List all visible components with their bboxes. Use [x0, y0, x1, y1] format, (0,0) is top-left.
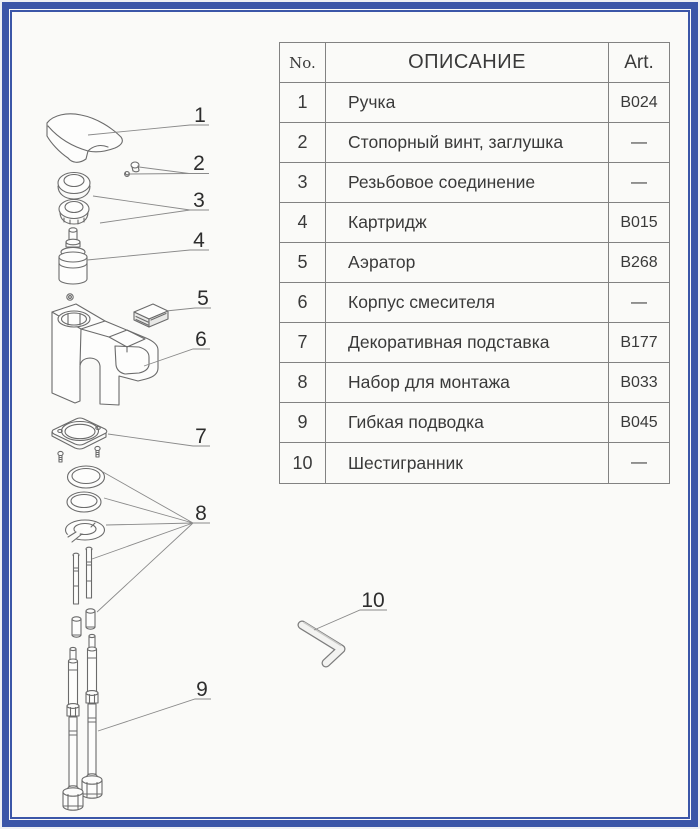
row-4-desc: Картридж — [326, 203, 609, 243]
row-4-no: 4 — [280, 203, 326, 243]
hex-key-part — [302, 623, 341, 664]
aerator-part — [134, 304, 168, 327]
row-7-desc: Декоративная подставка — [326, 323, 609, 363]
col-header-art: Art. — [609, 43, 669, 83]
mounting-nuts — [72, 609, 95, 637]
row-8-desc: Набор для монтажа — [326, 363, 609, 403]
callout-2: 2 — [193, 152, 205, 175]
row-9-desc: Гибкая подводка — [326, 403, 609, 443]
row-10-art: — — [631, 454, 647, 471]
row-5-desc: Аэратор — [326, 243, 609, 283]
callout-4: 4 — [193, 229, 205, 252]
row-6-art: — — [609, 283, 669, 323]
row-8-art: B033 — [609, 363, 669, 403]
callout-6: 6 — [195, 328, 207, 351]
cartridge-part — [59, 228, 87, 284]
row-7-no: 7 — [280, 323, 326, 363]
callout-7: 7 — [195, 425, 207, 448]
callout-5: 5 — [197, 287, 209, 310]
row-1-desc: Ручка — [326, 83, 609, 123]
row-2-no: 2 — [280, 123, 326, 163]
body-screw-part — [67, 294, 73, 300]
row-5-art: B268 — [609, 243, 669, 283]
row-3-desc: Резьбовое соединение — [326, 163, 609, 203]
row-1-no: 1 — [280, 83, 326, 123]
base-plate-part — [52, 418, 107, 462]
page-frame — [2, 2, 698, 827]
row-8-no: 8 — [280, 363, 326, 403]
row-7-art: B177 — [609, 323, 669, 363]
row-4-art: B015 — [609, 203, 669, 243]
col-header-description: ОПИСАНИЕ — [326, 43, 609, 83]
threaded-rings-part — [58, 173, 90, 225]
horseshoe-washer — [62, 520, 105, 547]
col-header-no: No. — [280, 43, 326, 83]
parts-table — [279, 42, 670, 484]
flexible-hoses-part — [63, 634, 102, 810]
row-10-desc: Шестигранник — [326, 443, 609, 483]
row-6-desc: Корпус смесителя — [326, 283, 609, 323]
callout-10: 10 — [361, 589, 385, 612]
row-3-art: — — [609, 163, 669, 203]
row-10-no: 10 — [280, 443, 326, 483]
handle-part — [47, 114, 122, 162]
row-2-art: — — [609, 123, 669, 163]
row-1-art: B024 — [609, 83, 669, 123]
mounting-studs — [73, 547, 92, 604]
callout-3: 3 — [193, 189, 205, 212]
row-6-no: 6 — [280, 283, 326, 323]
row-5-no: 5 — [280, 243, 326, 283]
callout-1: 1 — [194, 104, 206, 127]
row-2-desc: Стопорный винт, заглушка — [326, 123, 609, 163]
callout-8: 8 — [195, 502, 207, 525]
callout-9: 9 — [196, 678, 208, 701]
row-9-no: 9 — [280, 403, 326, 443]
row-3-no: 3 — [280, 163, 326, 203]
row-9-art: B045 — [609, 403, 669, 443]
